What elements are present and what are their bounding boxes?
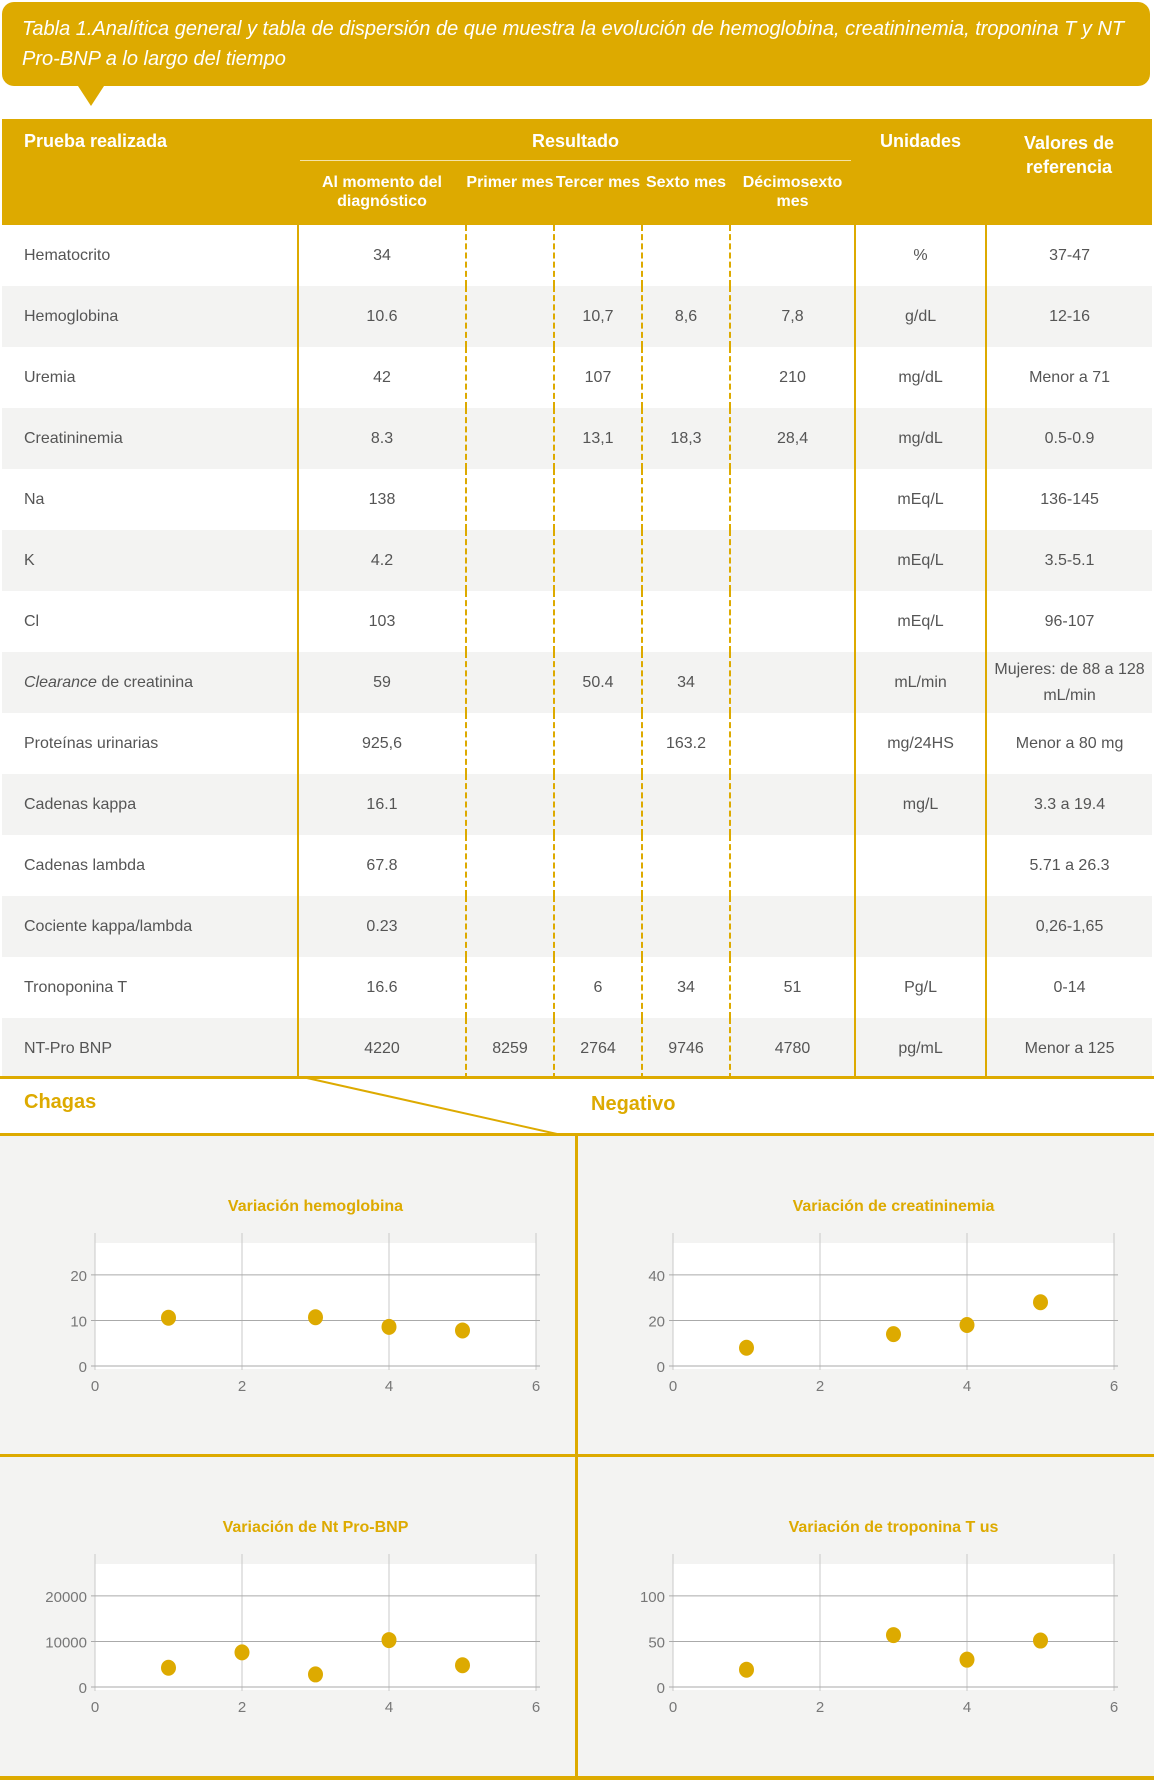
- y-tick-label: 20: [648, 1313, 665, 1331]
- data-point: [308, 1666, 323, 1682]
- result-value: [554, 774, 642, 835]
- reference-value: Menor a 80 mg: [986, 713, 1152, 774]
- plot-area: [673, 1243, 1114, 1369]
- result-value: [730, 591, 855, 652]
- unit: [855, 896, 986, 957]
- y-tick-label: 10000: [45, 1634, 87, 1652]
- result-value: 28,4: [730, 408, 855, 469]
- reference-value: Mujeres: de 88 a 128 mL/min: [986, 652, 1152, 713]
- table-row: [2, 347, 1152, 408]
- test-name: Cl: [24, 612, 40, 630]
- data-point: [886, 1326, 901, 1342]
- unit: mg/L: [855, 774, 986, 835]
- chart-title: Variación de creatininemia: [792, 1198, 995, 1215]
- scatter-plot: [578, 1136, 1154, 1456]
- data-point: [455, 1322, 470, 1338]
- caption-pointer: [78, 86, 104, 106]
- result-value: [642, 774, 730, 835]
- chart-troponin: [578, 1457, 1154, 1777]
- reference-value: Menor a 71: [986, 347, 1152, 408]
- result-value: [466, 469, 554, 530]
- test-name: Cociente kappa/lambda: [2, 896, 298, 957]
- result-value: [642, 469, 730, 530]
- result-value: 10.6: [298, 286, 466, 347]
- result-value: [466, 957, 554, 1018]
- reference-value: 0-14: [986, 957, 1152, 1018]
- result-value: 9746: [642, 1018, 730, 1079]
- unit: pg/mL: [855, 1018, 986, 1079]
- result-value: 42: [298, 347, 466, 408]
- result-value: 50.4: [554, 652, 642, 713]
- y-tick-label: 0: [656, 1359, 665, 1376]
- x-tick-label: 4: [384, 1699, 394, 1716]
- result-value: [554, 469, 642, 530]
- x-tick-label: 2: [237, 1699, 247, 1716]
- reference-value: 96-107: [986, 591, 1152, 652]
- result-value: 34: [642, 652, 730, 713]
- scatter-plot: [578, 1457, 1154, 1777]
- table-row: [2, 591, 1152, 652]
- result-value: [730, 713, 855, 774]
- result-value: [554, 835, 642, 896]
- y-tick-label: 0: [78, 1680, 87, 1697]
- x-tick-label: 4: [384, 1378, 394, 1395]
- result-value: 18,3: [642, 408, 730, 469]
- reference-value: 3.5-5.1: [986, 530, 1152, 591]
- result-value: [554, 896, 642, 957]
- table-caption: Tabla 1.Analítica general y tabla de dispersión de que muestra la evolución de hemoglobina, creatininemia, troponina T y NT Pro-BNP a lo largo del tiempo: [2, 2, 1150, 86]
- y-tick-label: 10: [70, 1313, 87, 1331]
- test-name: Cadenas kappa: [2, 774, 298, 835]
- chart-title: Variación de Nt Pro-BNP: [222, 1519, 409, 1536]
- test-name-rest: de creatinina: [101, 673, 194, 691]
- y-tick-label: 40: [648, 1267, 665, 1285]
- result-value: [730, 835, 855, 896]
- x-tick-label: 0: [90, 1378, 100, 1395]
- y-tick-label: 50: [648, 1634, 665, 1652]
- test-name: Hemoglobina: [2, 286, 298, 347]
- header-test: Prueba realizada: [2, 119, 298, 225]
- result-value: [466, 347, 554, 408]
- result-value: 51: [730, 957, 855, 1018]
- result-value: 2764: [554, 1018, 642, 1079]
- unit: mg/24HS: [855, 713, 986, 774]
- x-tick-label: 2: [237, 1378, 247, 1395]
- header-diagnosis: Al momento del diagnóstico: [298, 167, 466, 225]
- result-value: 8,6: [642, 286, 730, 347]
- scatter-plot: [0, 1136, 576, 1456]
- x-tick-label: 6: [531, 1699, 541, 1716]
- result-value: [642, 835, 730, 896]
- x-tick-label: 4: [962, 1699, 972, 1716]
- data-point: [960, 1317, 975, 1333]
- result-value: [554, 591, 642, 652]
- result-value: [466, 591, 554, 652]
- result-value: [466, 835, 554, 896]
- table-row: [2, 1018, 1152, 1079]
- chart-title: Variación de troponina T us: [788, 1519, 999, 1536]
- table-row: [2, 774, 1152, 835]
- result-value: 16.1: [298, 774, 466, 835]
- table-row: [2, 225, 1152, 286]
- reference-value: 12-16: [986, 286, 1152, 347]
- lab-results-table: [2, 119, 1152, 1079]
- table-row: [2, 713, 1152, 774]
- result-value: 4780: [730, 1018, 855, 1079]
- result-value: [730, 896, 855, 957]
- data-point: [739, 1662, 754, 1678]
- result-value: 34: [298, 225, 466, 286]
- result-value: 7,8: [730, 286, 855, 347]
- data-point: [382, 1632, 397, 1648]
- diagonal-divider: [0, 1076, 1154, 1136]
- table-row: [2, 469, 1152, 530]
- header-result: Resultado: [300, 131, 851, 161]
- result-value: [642, 896, 730, 957]
- unit: %: [855, 225, 986, 286]
- unit: mEq/L: [855, 469, 986, 530]
- reference-value: 5.71 a 26.3: [986, 835, 1152, 896]
- test-name: Creatininemia: [2, 408, 298, 469]
- reference-value: Menor a 125: [986, 1018, 1152, 1079]
- x-tick-label: 0: [668, 1699, 678, 1716]
- chart-ntprobnp: [0, 1457, 576, 1777]
- test-name: [2, 652, 298, 713]
- test-name: Uremia: [24, 368, 76, 386]
- unit: g/dL: [855, 286, 986, 347]
- result-value: 8259: [466, 1018, 554, 1079]
- plot-area: [95, 1243, 536, 1369]
- result-value: 210: [730, 347, 855, 408]
- data-point: [308, 1309, 323, 1325]
- unit: mEq/L: [855, 591, 986, 652]
- result-value: [554, 530, 642, 591]
- header-month-6: Sexto mes: [642, 167, 730, 225]
- header-month-1: Primer mes: [466, 167, 554, 225]
- unit: mEq/L: [855, 530, 986, 591]
- table-row: [2, 896, 1152, 957]
- data-point: [1033, 1294, 1048, 1310]
- result-value: [730, 225, 855, 286]
- table-row: [2, 530, 1152, 591]
- chart-creatinine: [578, 1136, 1154, 1456]
- data-point: [960, 1652, 975, 1668]
- header-month-3: Tercer mes: [554, 167, 642, 225]
- result-value: 8.3: [298, 408, 466, 469]
- data-point: [161, 1310, 176, 1326]
- test-name: Na: [24, 490, 45, 508]
- header-units: Unidades: [855, 119, 986, 225]
- reference-value: 3.3 a 19.4: [986, 774, 1152, 835]
- x-tick-label: 6: [1109, 1699, 1119, 1716]
- result-value: [466, 225, 554, 286]
- x-tick-label: 4: [962, 1378, 972, 1395]
- result-value: [642, 347, 730, 408]
- result-value: 34: [642, 957, 730, 1018]
- test-name: NT-Pro BNP: [2, 1018, 298, 1079]
- result-value: 4.2: [298, 530, 466, 591]
- test-name: Hematocrito: [24, 246, 111, 264]
- result-value: 16.6: [298, 957, 466, 1018]
- test-name-italic: Clearance: [24, 673, 97, 691]
- result-value: [730, 530, 855, 591]
- result-value: [730, 774, 855, 835]
- result-value: [642, 591, 730, 652]
- test-name: Proteínas urinarias: [24, 734, 159, 752]
- result-value: 67.8: [298, 835, 466, 896]
- reference-value: 37-47: [986, 225, 1152, 286]
- chagas-label: Chagas: [24, 1091, 97, 1113]
- table-row: [2, 652, 1152, 713]
- table-row: [2, 408, 1152, 469]
- result-value: [466, 713, 554, 774]
- result-value: 925,6: [298, 713, 466, 774]
- result-value: 138: [298, 469, 466, 530]
- x-tick-label: 6: [531, 1378, 541, 1395]
- data-point: [235, 1644, 250, 1660]
- charts-area: [0, 1136, 1154, 1780]
- result-value: [466, 774, 554, 835]
- unit: [855, 835, 986, 896]
- result-value: 6: [554, 957, 642, 1018]
- result-value: [730, 652, 855, 713]
- data-point: [739, 1340, 754, 1356]
- x-tick-label: 0: [668, 1378, 678, 1395]
- table-row: [2, 957, 1152, 1018]
- data-point: [161, 1660, 176, 1676]
- result-value: 103: [298, 591, 466, 652]
- result-value: 13,1: [554, 408, 642, 469]
- result-value: 163.2: [642, 713, 730, 774]
- result-value: 59: [298, 652, 466, 713]
- header-month-16: Décimosexto mes: [730, 167, 855, 225]
- data-point: [382, 1319, 397, 1335]
- reference-value: 136-145: [986, 469, 1152, 530]
- y-tick-label: 0: [78, 1359, 87, 1376]
- result-value: [642, 530, 730, 591]
- panel-divider-horizontal: [0, 1454, 1154, 1457]
- reference-value: 0,26-1,65: [986, 896, 1152, 957]
- result-value: [554, 225, 642, 286]
- result-value: [554, 713, 642, 774]
- unit: mL/min: [855, 652, 986, 713]
- data-point: [886, 1627, 901, 1643]
- table-row: [2, 835, 1152, 896]
- table-row: [2, 286, 1152, 347]
- result-value: [466, 652, 554, 713]
- test-name: K: [2, 530, 298, 591]
- scatter-plot: [0, 1457, 576, 1777]
- result-value: [466, 408, 554, 469]
- unit: Pg/L: [855, 957, 986, 1018]
- x-tick-label: 6: [1109, 1378, 1119, 1395]
- result-value: [466, 286, 554, 347]
- result-value: [466, 896, 554, 957]
- data-point: [1033, 1633, 1048, 1649]
- x-tick-label: 2: [815, 1699, 825, 1716]
- unit: mg/dL: [855, 408, 986, 469]
- result-value: 4220: [298, 1018, 466, 1079]
- x-tick-label: 0: [90, 1699, 100, 1716]
- reference-value: 0.5-0.9: [986, 408, 1152, 469]
- result-value: [730, 469, 855, 530]
- chart-hemoglobin: [0, 1136, 576, 1456]
- result-value: 10,7: [554, 286, 642, 347]
- y-tick-label: 20000: [45, 1588, 87, 1606]
- result-value: 107: [554, 347, 642, 408]
- result-value: 0.23: [298, 896, 466, 957]
- result-value: [642, 225, 730, 286]
- y-tick-label: 0: [656, 1680, 665, 1697]
- y-tick-label: 100: [639, 1588, 665, 1606]
- chart-title: Variación hemoglobina: [227, 1198, 404, 1215]
- test-name: Cadenas lambda: [24, 856, 145, 874]
- test-name: Tronoponina T: [24, 978, 128, 996]
- unit: mg/dL: [855, 347, 986, 408]
- y-tick-label: 20: [70, 1267, 87, 1285]
- x-tick-label: 2: [815, 1378, 825, 1395]
- chagas-value: Negativo: [591, 1093, 676, 1115]
- table-body: [2, 225, 1152, 1079]
- result-value: [466, 530, 554, 591]
- header-reference: Valores de referencia: [986, 119, 1152, 225]
- data-point: [455, 1657, 470, 1673]
- chagas-row: [0, 1076, 1154, 1136]
